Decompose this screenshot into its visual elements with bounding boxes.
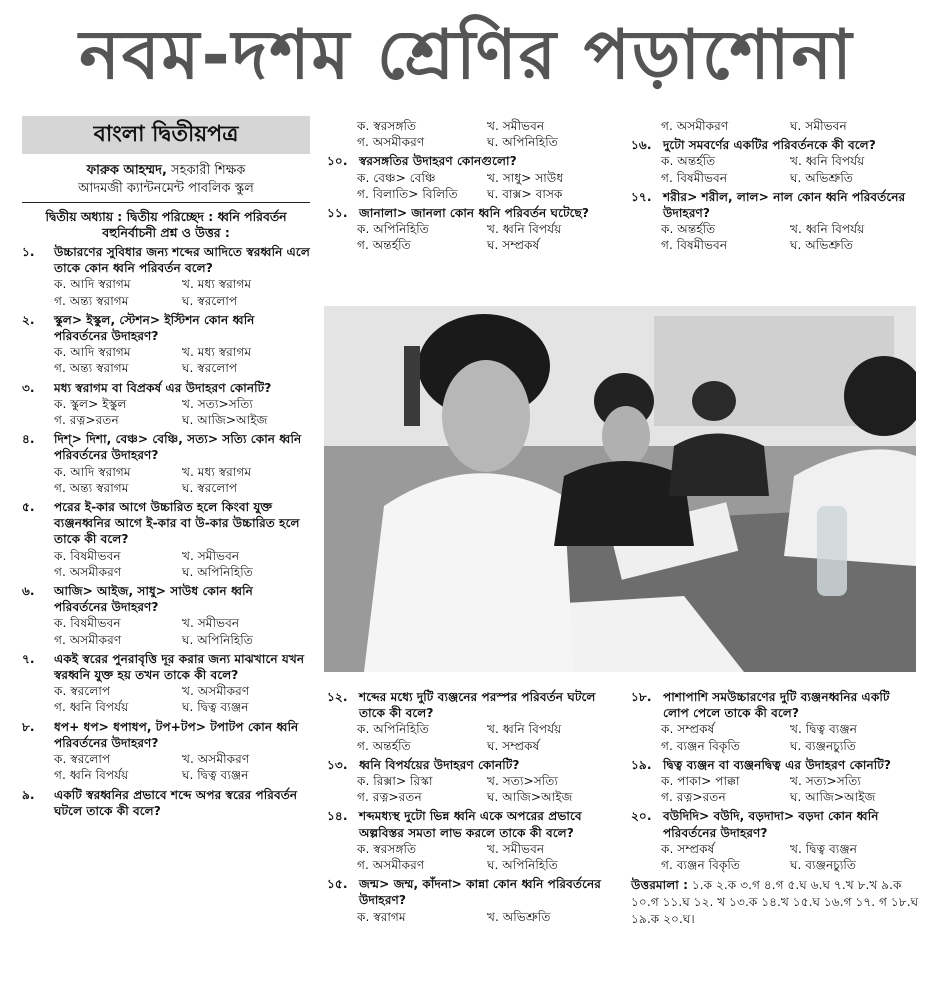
answer-option: গ. রত্ন>রতন (54, 413, 119, 428)
answer-option: ঘ. দ্বিত্ব ব্যঞ্জন (182, 700, 249, 715)
answer-option: গ. অসমীকরণ (54, 632, 122, 647)
answer-option: খ. মধ্য স্বরাগম (182, 345, 252, 360)
answer-option: ক. অন্তর্হতি (661, 222, 716, 237)
answer-option: খ. দ্বিত্ব ব্যঞ্জন (790, 722, 858, 737)
question-text-row (631, 137, 919, 153)
question-number: ১২. (327, 690, 348, 704)
column-3-lower (631, 686, 919, 928)
answer-option: খ. ধ্বনি বিপর্যয় (790, 154, 865, 169)
question-list (327, 118, 617, 254)
question-item (22, 787, 310, 819)
answer-option: খ. সত্য>সত্যি (487, 774, 558, 789)
answer-options (22, 615, 310, 647)
question-list (327, 689, 617, 925)
answer-option: খ. অভিশ্রুতি (487, 909, 551, 924)
question-text: একটি স্বরধ্বনির প্রভাবে শব্দে অপর স্বরের পরিবর্তন ঘটলে তাকে কী বলে? (54, 787, 298, 818)
question-text-row (22, 583, 310, 615)
question-text-row (22, 651, 310, 683)
question-item (22, 244, 310, 309)
question-text-row (327, 808, 617, 840)
answer-option: গ. ব্যঞ্জন বিকৃতি (661, 738, 741, 753)
answer-option: খ. ধ্বনি বিপর্যয় (487, 722, 562, 737)
answer-option: খ. সমীভবন (182, 616, 240, 631)
answer-option: ঘ. অভিশ্রুতি (790, 238, 853, 253)
answer-option: খ. সত্য>সত্যি (790, 774, 861, 789)
question-text-row (327, 876, 617, 908)
question-item (327, 153, 617, 202)
answer-option: খ. মধ্য স্বরাগম (182, 464, 252, 479)
answer-key-label: উত্তরমালা : (631, 878, 688, 893)
answer-option: খ. সমীভবন (487, 841, 545, 856)
answer-option: গ. বিষমীভবন (661, 170, 728, 185)
exam-hall-photo (324, 306, 916, 672)
answer-option: ক. বিষমীভবন (54, 548, 121, 563)
answer-option: ঘ. দ্বিত্ব ব্যঞ্জন (182, 768, 249, 783)
answer-option: ঘ. ব্যঞ্জনচ্যুতি (790, 738, 857, 753)
answer-option: গ. ধ্বনি বিপর্যয় (54, 768, 129, 783)
answer-option: ক. অন্তর্হতি (661, 154, 716, 169)
question-number: ৬. (22, 584, 35, 599)
answer-key-text: ১.ক ২.ক ৩.গ ৪.গ ৫.ঘ ৬.ঘ ৭.খ ৮.খ ৯.ক ১০.গ ১১.ঘ ১২. খ ১৩.ক ১৪.খ ১৫.ঘ ১৬.গ ১৭. গ ১৮.ঘ ১৯.ক ২০.ঘ। (631, 878, 919, 927)
question-text-row (631, 689, 919, 721)
question-text-row (22, 499, 310, 548)
question-number: ৮. (22, 719, 35, 734)
chapter-heading (22, 209, 310, 241)
question-item (631, 118, 919, 134)
divider (22, 202, 310, 203)
answer-options (327, 773, 617, 805)
answer-options (631, 221, 919, 253)
answer-option: ক. স্বরসঙ্গতি (357, 119, 417, 133)
question-text: শব্দমধ্যস্থ দুটো ভিন্ন ধ্বনি একে অপরের প্রভাবে অল্পবিস্তর সমতা লাভ করলে তাকে কী বলে? (359, 809, 582, 840)
question-text-row (631, 189, 919, 221)
answer-option: খ. মধ্য স্বরাগম (182, 277, 252, 292)
answer-options (327, 721, 617, 753)
answer-option: ঘ. অপিনিহিতি (487, 858, 558, 873)
question-item (22, 312, 310, 377)
question-number: ১৮. (631, 690, 652, 704)
answer-option: গ. অন্ত্য স্বরাগম (54, 293, 129, 308)
answer-option: গ. অসমীকরণ (661, 119, 729, 133)
question-number: ৩. (22, 380, 35, 395)
question-text: জন্ম> জম্ম, কাঁদনা> কান্না কোন ধ্বনি পরিবর্তনের উদাহরণ? (359, 877, 601, 908)
answer-options (22, 683, 310, 715)
question-item (22, 380, 310, 429)
answer-option: খ. অসমীকরণ (182, 684, 250, 699)
answer-option: ক. স্বরাগম (357, 909, 406, 924)
question-item (327, 118, 617, 150)
answer-option: ঘ. স্বরলোপ (182, 361, 238, 376)
question-text-row (22, 244, 310, 276)
answer-option: ঘ. স্বরলোপ (182, 480, 238, 495)
question-text-row (327, 153, 617, 169)
answer-option: ক. পাকা> পাক্কা (661, 774, 740, 789)
question-number: ৪. (22, 432, 35, 447)
question-text-row (631, 757, 919, 773)
answer-option: ক. আদি স্বরাগম (54, 464, 131, 479)
answer-option: ক. সম্প্রকর্ষ (661, 841, 715, 856)
answer-option: গ. অন্তর্হতি (357, 738, 411, 753)
question-text: একই স্বরের পুনরাবৃত্তি দূর করার জন্য মাঝখানে যখন স্বরধ্বনি যুক্ত হয় তখন তাকে কী বলে? (54, 651, 305, 683)
answer-option: ঘ. অপিনিহিতি (487, 135, 558, 150)
question-text: ধ্বনি বিপর্যয়ের উদাহরণ কোনটি? (359, 757, 520, 772)
answer-option: খ. সমীভবন (182, 548, 240, 563)
answer-options (22, 396, 310, 428)
question-number: ২০. (631, 809, 652, 824)
answer-option: ঘ. অপিনিহিতি (182, 632, 253, 647)
answer-options (631, 118, 919, 134)
subject-heading: বাংলা দ্বিতীয়পত্র (22, 116, 310, 154)
answer-option: ঘ. অপিনিহিতি (182, 564, 253, 579)
question-text-row (327, 205, 617, 221)
question-text: দুটো সমবর্ণের একটির পরিবর্তনকে কী বলে? (663, 138, 876, 153)
question-number: ২. (22, 312, 35, 327)
chapter-line-1: দ্বিতীয় অধ্যায় : দ্বিতীয় পরিচ্ছেদ : ধ্বনি পরিবর্তন (45, 209, 287, 224)
question-text-row (22, 719, 310, 751)
question-number: ১৪. (327, 809, 348, 824)
answer-option: ক. স্বরলোপ (54, 752, 111, 767)
answer-option: খ. সাধু> সাউধ (487, 170, 564, 185)
answer-options (631, 773, 919, 805)
answer-options (22, 344, 310, 376)
question-text-row (22, 380, 310, 396)
answer-option: গ. অসমীকরণ (357, 135, 425, 150)
question-item (22, 431, 310, 496)
answer-option: ক. রিক্সা> রিস্কা (357, 774, 433, 789)
column-2-lower (327, 686, 617, 925)
question-list (22, 244, 310, 819)
answer-option: খ. সত্য>সত্যি (182, 396, 253, 411)
answer-option: খ. ধ্বনি বিপর্যয় (790, 222, 865, 237)
answer-options (327, 170, 617, 202)
question-item (631, 137, 919, 186)
question-number: ১৬. (631, 138, 652, 153)
answer-option: খ. সমীভবন (487, 119, 545, 133)
question-text: শরীর> শরীল, লাল> নাল কোন ধ্বনি পরিবর্তনের উদাহরণ? (663, 189, 906, 221)
question-list (631, 689, 919, 873)
question-list (631, 118, 919, 254)
chapter-line-2: বহুনির্বাচনী প্রশ্ন ও উত্তর : (102, 225, 230, 240)
answer-options (22, 548, 310, 580)
question-item (327, 689, 617, 754)
question-number: ৭. (22, 651, 35, 666)
question-text: আজি> আইজ, সাধু> সাউধ কোন ধ্বনি পরিবর্তনের উদাহরণ? (54, 584, 253, 615)
question-item (327, 205, 617, 254)
question-item (22, 651, 310, 716)
question-item (327, 808, 617, 873)
question-text: পাশাপাশি সমউচ্চারণের দুটি ব্যঞ্জনধ্বনির একটি লোপ পেলে তাকে কী বলে? (663, 690, 890, 721)
question-text-row (22, 312, 310, 344)
question-number: ১৩. (327, 757, 348, 772)
answer-options (327, 841, 617, 873)
answer-option: ঘ. বাক্স> বাসক (487, 186, 563, 201)
answer-options (631, 721, 919, 753)
answer-option: ক. স্বরলোপ (54, 684, 111, 699)
answer-option: গ. ব্যঞ্জন বিকৃতি (661, 858, 741, 873)
question-item (327, 757, 617, 806)
answer-option: গ. বিলাতি> বিলিতি (357, 186, 458, 201)
question-number: ৯. (22, 787, 35, 802)
question-item (631, 689, 919, 754)
question-text: স্বরসঙ্গতির উদাহরণ কোনগুলো? (359, 154, 517, 169)
answer-options (22, 464, 310, 496)
question-item (22, 719, 310, 784)
masthead-title: নবম-দশম শ্রেণির পড়াশোনা (79, 16, 854, 95)
question-item (631, 189, 919, 254)
answer-option: খ. দ্বিত্ব ব্যঞ্জন (790, 841, 858, 856)
answer-option: ক. আদি স্বরাগম (54, 345, 131, 360)
answer-option: গ. অসমীকরণ (54, 564, 122, 579)
answer-option: ঘ. আজি>আইজ (487, 790, 573, 805)
answer-options (22, 276, 310, 308)
answer-option: ক. বিষমীভবন (54, 616, 121, 631)
answer-option: ক. সম্প্রকর্ষ (661, 722, 715, 737)
answer-options (631, 153, 919, 185)
author-byline (22, 162, 310, 198)
question-number: ১১. (327, 206, 348, 221)
answer-options (327, 909, 617, 925)
answer-option: গ. রত্ন>রতন (661, 790, 726, 805)
question-number: ১৯. (631, 757, 652, 772)
answer-option: ক. স্বরসঙ্গতি (357, 841, 417, 856)
question-text: দিশ্> দিশা, বেঞ্চ> বেঞ্চি, সত্য> সত্যি কোন ধ্বনি পরিবর্তনের উদাহরণ? (54, 432, 302, 463)
column-2 (327, 118, 617, 254)
answer-options (327, 221, 617, 253)
answer-option: ঘ. ব্যঞ্জনচ্যুতি (790, 858, 857, 873)
answer-option: ঘ. সম্প্রকর্ষ (487, 238, 540, 253)
question-text: পরের ই-কার আগে উচ্চারিত হলে কিংবা যুক্ত ব্যঞ্জনধ্বনির আগে ই-কার বা উ-কার উচ্চারিত হলে তাকে কী বলে? (54, 500, 300, 547)
question-text-row (327, 689, 617, 721)
question-text-row (22, 787, 310, 819)
question-number: ১. (22, 245, 35, 259)
author-name: ফারুক আহম্মদ, (86, 163, 167, 178)
question-item (327, 876, 617, 925)
answer-option: গ. বিষমীভবন (661, 238, 728, 253)
answer-option: খ. অসমীকরণ (182, 752, 250, 767)
question-text: জানালা> জানলা কোন ধ্বনি পরিবর্তন ঘটেছে? (359, 206, 589, 221)
question-text-row (327, 757, 617, 773)
question-number: ১৭. (631, 189, 652, 204)
question-item (631, 808, 919, 873)
question-item (631, 757, 919, 806)
answer-option: ক. স্কুল> ইস্কুল (54, 396, 127, 411)
question-item (22, 499, 310, 580)
answer-option: গ. অসমীকরণ (357, 858, 425, 873)
answer-option: ঘ. সম্প্রকর্ষ (487, 738, 540, 753)
answer-option: ক. অপিনিহিতি (357, 722, 429, 737)
question-text-row (22, 431, 310, 463)
question-number: ১০. (327, 154, 348, 169)
answer-option: ঘ. সমীভবন (790, 119, 847, 133)
question-item (22, 583, 310, 648)
answer-option: গ. ধ্বনি বিপর্যয় (54, 700, 129, 715)
answer-key (631, 877, 919, 928)
answer-option: খ. ধ্বনি বিপর্যয় (487, 222, 562, 237)
column-3 (631, 118, 919, 254)
author-school: আদমজী ক্যান্টনমেন্ট পাবলিক স্কুল (78, 181, 254, 196)
question-text: স্কুল> ইস্কুল, স্টেশন> ইস্টিশন কোন ধ্বনি পরিবর্তনের উদাহরণ? (54, 312, 255, 344)
answer-options (327, 118, 617, 150)
answer-option: গ. অন্ত্য স্বরাগম (54, 480, 129, 495)
question-text: ধপ+ ধপ> ধপাধপ, টপ+টপ> টপাটপ কোন ধ্বনি পরিবর্তনের উদাহরণ? (54, 719, 299, 750)
question-number: ৫. (22, 500, 35, 515)
author-role: সহকারী শিক্ষক (171, 163, 246, 178)
question-text: শব্দের মধ্যে দুটি ব্যঞ্জনের পরস্পর পরিবর্তন ঘটলে তাকে কী বলে? (359, 690, 596, 721)
question-text: মধ্য স্বরাগম বা বিপ্রকর্ষ এর উদাহরণ কোনটি? (54, 380, 272, 395)
answer-option: গ. অন্ত্য স্বরাগম (54, 361, 129, 376)
question-text: দ্বিত্ব ব্যঞ্জন বা ব্যঞ্জনদ্বিত্ব এর উদাহরণ কোনটি? (663, 757, 891, 772)
answer-option: ঘ. আজি>আইজ (790, 790, 876, 805)
students-writing-exam-illustration (324, 306, 916, 672)
answer-option: ক. অপিনিহিতি (357, 222, 429, 237)
question-text: উচ্চারণের সুবিধার জন্য শব্দের আদিতে স্বরধ্বনি এলে তাকে কোন ধ্বনি পরিবর্তন বলে? (54, 245, 310, 276)
column-1 (22, 116, 310, 819)
answer-option: গ. রত্ন>রতন (357, 790, 422, 805)
question-number: ১৫. (327, 877, 348, 892)
answer-option: ক. বেঞ্চ> বেঞ্চি (357, 170, 436, 185)
answer-options (631, 841, 919, 873)
question-text: বউদিদি> বউদি, বড়দাদা> বড়দা কোন ধ্বনি পরিবর্তনের উদাহরণ? (663, 809, 879, 840)
answer-option: গ. অন্তর্হতি (357, 238, 411, 253)
answer-options (22, 751, 310, 783)
answer-option: ঘ. স্বরলোপ (182, 293, 238, 308)
answer-option: ঘ. অভিশ্রুতি (790, 170, 853, 185)
answer-option: ঘ. আজি>আইজ (182, 413, 268, 428)
answer-option: ক. আদি স্বরাগম (54, 277, 131, 292)
question-text-row (631, 808, 919, 840)
